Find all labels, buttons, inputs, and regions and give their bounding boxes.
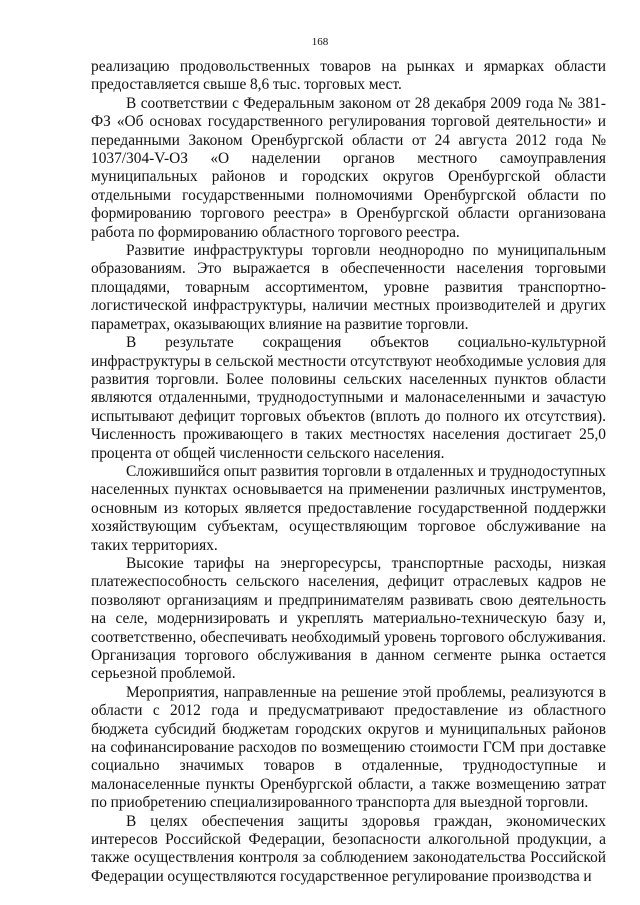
paragraph: В результате сокращения объектов социально-культурной инфраструктуры в сельской местности отсутствуют необходимые условия для развития торговли. Более половины сельских населенных пунктов области являются отдаленными, труднодоступными и малонаселенными и зачастую испытывают дефицит торговых объектов (вплоть до полного их отсутствия). Численность проживающего в таких местностях населения достигает 25,0 процента от общей численности сельского населения. (91, 334, 606, 462)
paragraph: Высокие тарифы на энергоресурсы, транспортные расходы, низкая платежеспособность сельского населения, дефицит отраслевых кадров не позволяют организациям и предпринимателям развивать свою деятельность на селе, модернизировать и укреплять материально-техническую базу и, соответственно, обеспечивать необходимый уровень торгового обслуживания. Организация торгового обслуживания в данном сегменте рынка остается серьезной проблемой. (91, 554, 606, 683)
paragraph: реализацию продовольственных товаров на рынках и ярмарках области предоставляется свыше 8,6 тыс. торговых мест. (91, 58, 606, 94)
paragraph: В целях обеспечения защиты здоровья граждан, экономических интересов Российской Федерации, безопасности алкогольной продукции, а также осуществления контроля за соблюдением законодательства Российской Федерации осуществляются государственное регулирование производства и (91, 812, 606, 885)
paragraph: Сложившийся опыт развития торговли в отдаленных и труднодоступных населенных пунктах основывается на применении различных инструментов, основным из которых является предоставление государственной поддержки хозяйствующим субъектам, осуществляющим торговое обслуживание на таких территориях. (91, 462, 606, 554)
body-text (91, 58, 606, 886)
paragraph: В соответствии с Федеральным законом от 28 декабря 2009 года № 381-ФЗ «Об основах государственного регулирования торговой деятельности» и переданными Законом Оренбургской области от 24 августа 2012 года № 1037/304-V-ОЗ «О наделении органов местного самоуправления муниципальных районов и городских округов Оренбургской области отдельными государственными полномочиями Оренбургской области по формированию торгового реестра» в Оренбургской области организована работа по формированию областного торгового реестра. (91, 94, 606, 241)
paragraph: Мероприятия, направленные на решение этой проблемы, реализуются в области с 2012 года и предусматривают предоставление из областного бюджета субсидий бюджетам городских округов и муниципальных районов на софинансирование расходов по возмещению стоимости ГСМ при доставке социально значимых товаров в отдаленные, труднодоступные и малонаселенные пункты Оренбургской области, а также возмещению затрат по приобретению специализированного транспорта для выездной торговли. (91, 683, 606, 812)
paragraph: Развитие инфраструктуры торговли неоднородно по муниципальным образованиям. Это выражается в обеспеченности населения торговыми площадями, товарным ассортиментом, уровне развития транспортно-логистической инфраструктуры, наличии местных производителей и других параметрах, оказывающих влияние на развитие торговли. (91, 242, 606, 333)
page-number: 168 (311, 36, 329, 48)
